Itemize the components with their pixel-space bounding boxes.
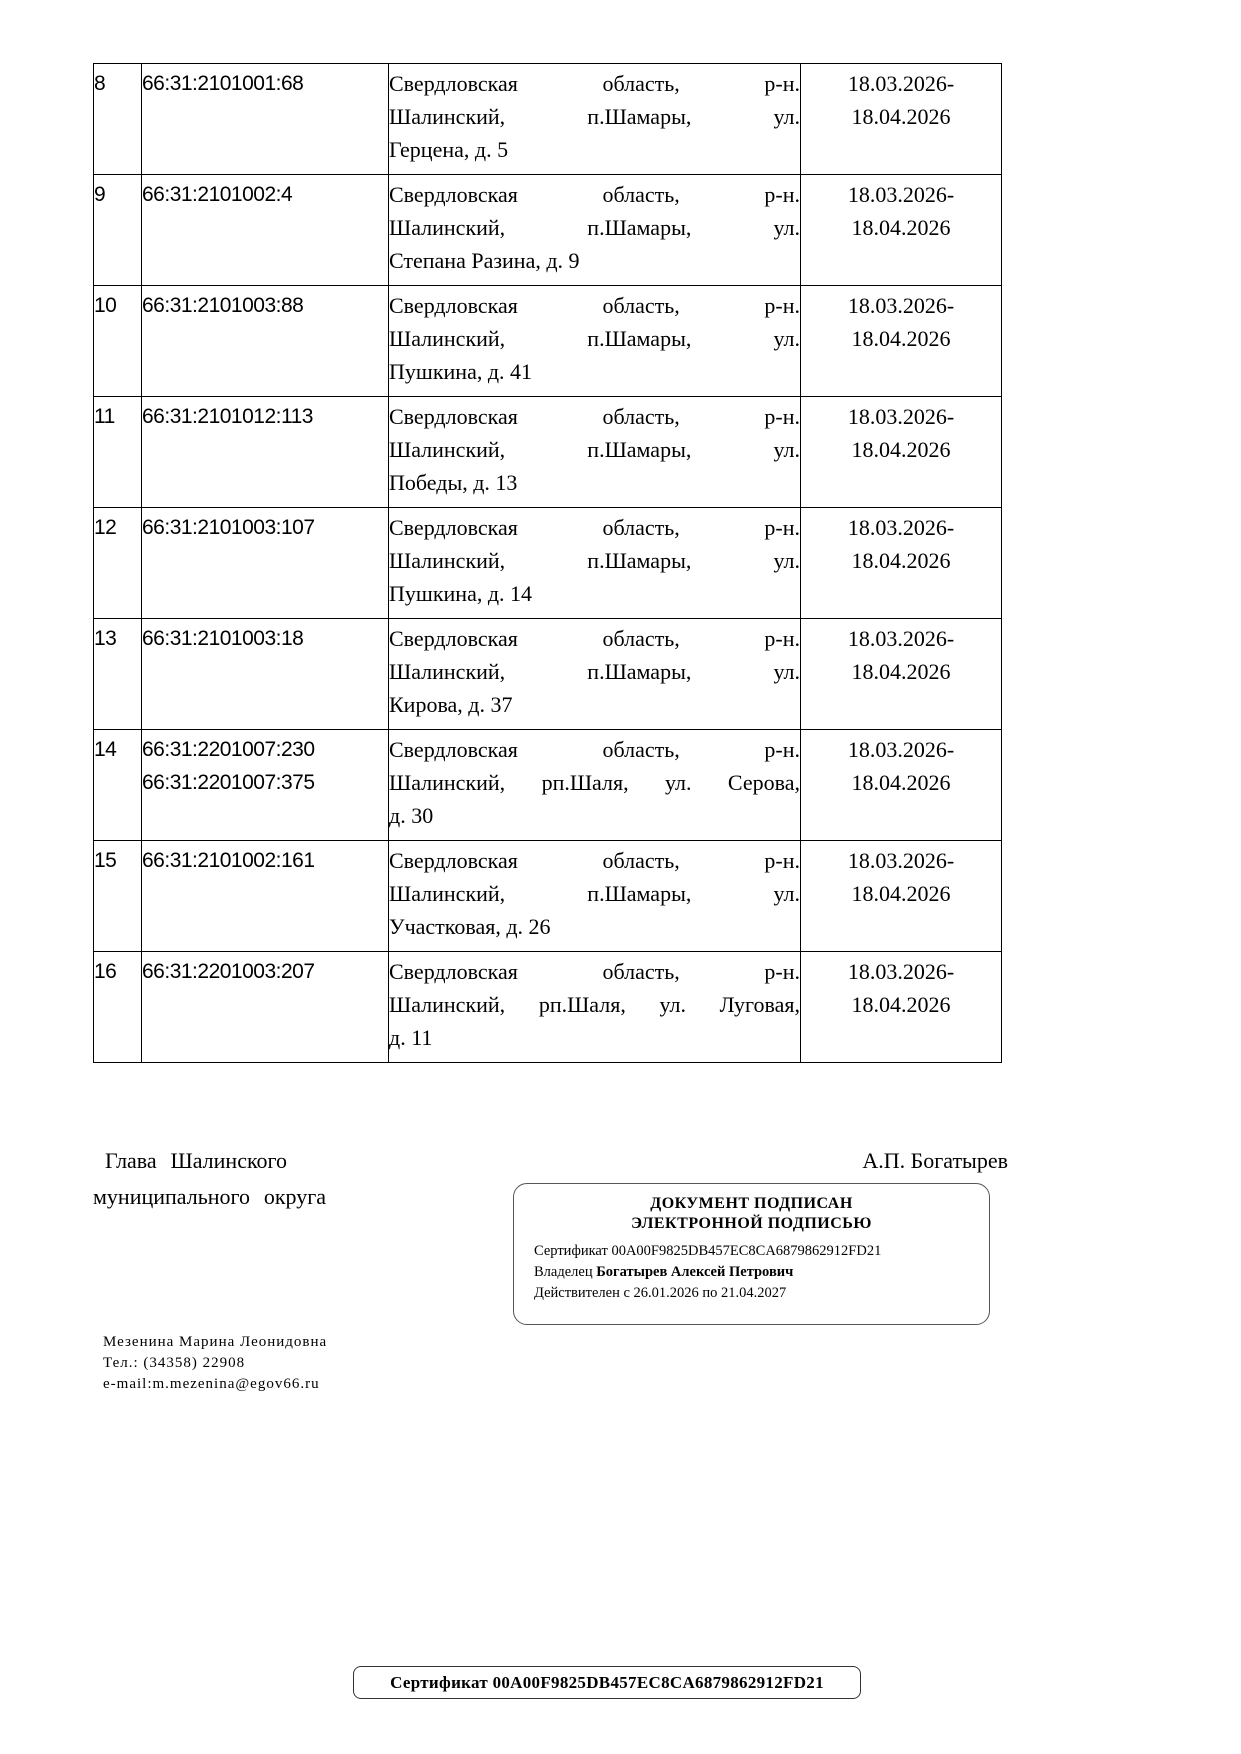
cadastral-number: 66:31:2101002:161 [142, 849, 315, 872]
address-line: Шалинский, п.Шамары, ул. [389, 437, 800, 462]
address-line: Свердловская область, р-н. [389, 959, 800, 984]
period-line: 18.04.2026 [851, 881, 951, 906]
signatory-position-line: Глава Шалинского [105, 1148, 288, 1173]
stamp-title [514, 1194, 989, 1234]
period-line: 18.04.2026 [851, 104, 951, 129]
table-row [94, 397, 1002, 508]
registry-table-body [94, 64, 1002, 1063]
table-row [94, 286, 1002, 397]
cadastral-number: 66:31:2201003:207 [142, 960, 315, 983]
period-line: 18.04.2026 [851, 215, 951, 240]
row-number-cell: 13 [94, 619, 142, 730]
table-row [94, 619, 1002, 730]
address-line: Кирова, д. 37 [389, 692, 513, 717]
row-number-cell: 16 [94, 952, 142, 1063]
signatory-position-line: муниципального округа [93, 1184, 327, 1209]
cadastral-number: 66:31:2101012:113 [142, 405, 313, 428]
address-line: Степана Разина, д. 9 [389, 248, 580, 273]
stamp-title-line: ДОКУМЕНТ ПОДПИСАН [650, 1195, 853, 1212]
address-line: Шалинский, п.Шамары, ул. [389, 215, 800, 240]
address-cell [389, 952, 801, 1063]
cadastral-number-cell [142, 286, 389, 397]
contact-phone: Тел.: (34358) 22908 [103, 1355, 246, 1371]
period-line: 18.04.2026 [851, 548, 951, 573]
period-line: 18.04.2026 [851, 659, 951, 684]
address-cell [389, 619, 801, 730]
address-cell [389, 841, 801, 952]
address-cell [389, 64, 801, 175]
address-line: Шалинский, рп.Шаля, ул. Серова, [389, 770, 800, 795]
period-line: 18.03.2026- [847, 515, 955, 540]
period-line: 18.03.2026- [847, 404, 955, 429]
address-cell [389, 730, 801, 841]
period-line: 18.03.2026- [847, 737, 955, 762]
period-cell [801, 841, 1002, 952]
address-cell [389, 286, 801, 397]
address-line: Свердловская область, р-н. [389, 626, 800, 651]
table-row [94, 841, 1002, 952]
stamp-owner-label: Владелец [534, 1264, 597, 1280]
signatory-position [93, 1143, 326, 1215]
contact-email: e-mail:m.mezenina@egov66.ru [103, 1376, 320, 1392]
stamp-validity-line: Действителен с 26.01.2026 по 21.04.2027 [534, 1285, 787, 1301]
cadastral-number-cell [142, 841, 389, 952]
row-number-cell: 14 [94, 730, 142, 841]
address-line: Пушкина, д. 41 [389, 359, 533, 384]
cadastral-number-cell [142, 952, 389, 1063]
address-line: Свердловская область, р-н. [389, 182, 800, 207]
period-line: 18.03.2026- [847, 182, 955, 207]
cadastral-number-cell [142, 397, 389, 508]
cadastral-number-cell [142, 508, 389, 619]
table-row [94, 508, 1002, 619]
period-line: 18.04.2026 [851, 770, 951, 795]
period-line: 18.03.2026- [847, 293, 955, 318]
address-line: Шалинский, п.Шамары, ул. [389, 881, 800, 906]
address-cell [389, 175, 801, 286]
row-number-cell: 9 [94, 175, 142, 286]
period-cell [801, 175, 1002, 286]
cadastral-number-cell [142, 730, 389, 841]
period-line: 18.03.2026- [847, 71, 955, 96]
cadastral-number-cell [142, 619, 389, 730]
cadastral-number: 66:31:2101003:88 [142, 294, 304, 317]
period-line: 18.03.2026- [847, 626, 955, 651]
address-line: Пушкина, д. 14 [389, 581, 533, 606]
address-line: Свердловская область, р-н. [389, 293, 800, 318]
period-line: 18.04.2026 [851, 326, 951, 351]
footer-certificate-badge [353, 1666, 861, 1699]
address-line: Участковая, д. 26 [389, 914, 551, 939]
cadastral-number: 66:31:2201007:230 [142, 738, 315, 761]
stamp-owner-name: Богатырев Алексей Петрович [596, 1264, 794, 1280]
address-line: Герцена, д. 5 [389, 137, 509, 162]
address-line: Свердловская область, р-н. [389, 404, 800, 429]
table-row [94, 730, 1002, 841]
address-line: Свердловская область, р-н. [389, 737, 800, 762]
address-line: Шалинский, п.Шамары, ул. [389, 548, 800, 573]
stamp-certificate-line: Сертификат 00A00F9825DB457EC8CA6879862912FD21 [534, 1243, 882, 1259]
address-cell [389, 508, 801, 619]
period-cell [801, 952, 1002, 1063]
period-line: 18.04.2026 [851, 437, 951, 462]
cadastral-number: 66:31:2101003:18 [142, 627, 304, 650]
address-line: Шалинский, п.Шамары, ул. [389, 659, 800, 684]
cadastral-number-cell [142, 64, 389, 175]
registry-table-wrap [93, 63, 1001, 1063]
cadastral-number: 66:31:2101003:107 [142, 516, 315, 539]
period-cell [801, 397, 1002, 508]
address-line: Шалинский, рп.Шаля, ул. Луговая, [389, 992, 800, 1017]
stamp-title-line: ЭЛЕКТРОННОЙ ПОДПИСЬЮ [631, 1215, 872, 1232]
table-row [94, 952, 1002, 1063]
stamp-owner-line [534, 1262, 989, 1283]
period-line: 18.04.2026 [851, 992, 951, 1017]
cadastral-number: 66:31:2101001:68 [142, 72, 304, 95]
cadastral-number: 66:31:2201007:375 [142, 771, 315, 794]
period-cell [801, 619, 1002, 730]
contact-block [103, 1332, 327, 1395]
registry-table [93, 63, 1002, 1063]
row-number-cell: 12 [94, 508, 142, 619]
table-row [94, 64, 1002, 175]
period-line: 18.03.2026- [847, 848, 955, 873]
contact-person: Мезенина Марина Леонидовна [103, 1334, 328, 1350]
address-line: Шалинский, п.Шамары, ул. [389, 104, 800, 129]
address-line: Свердловская область, р-н. [389, 515, 800, 540]
address-line: Шалинский, п.Шамары, ул. [389, 326, 800, 351]
address-line: Свердловская область, р-н. [389, 848, 800, 873]
footer-certificate-text: Сертификат 00A00F9825DB457EC8CA6879862912FD21 [390, 1672, 824, 1692]
row-number-cell: 11 [94, 397, 142, 508]
address-line: д. 11 [389, 1025, 433, 1050]
cadastral-number: 66:31:2101002:4 [142, 183, 293, 206]
address-line: Свердловская область, р-н. [389, 71, 800, 96]
row-number-cell: 15 [94, 841, 142, 952]
signatory-name: А.П. Богатырев [862, 1148, 1008, 1173]
period-cell [801, 64, 1002, 175]
period-cell [801, 508, 1002, 619]
esign-stamp [513, 1183, 990, 1325]
address-line: Победы, д. 13 [389, 470, 518, 495]
stamp-body [514, 1241, 989, 1304]
address-line: д. 30 [389, 803, 434, 828]
row-number-cell: 8 [94, 64, 142, 175]
period-line: 18.03.2026- [847, 959, 955, 984]
row-number-cell: 10 [94, 286, 142, 397]
period-cell [801, 730, 1002, 841]
period-cell [801, 286, 1002, 397]
cadastral-number-cell [142, 175, 389, 286]
address-cell [389, 397, 801, 508]
table-row [94, 175, 1002, 286]
